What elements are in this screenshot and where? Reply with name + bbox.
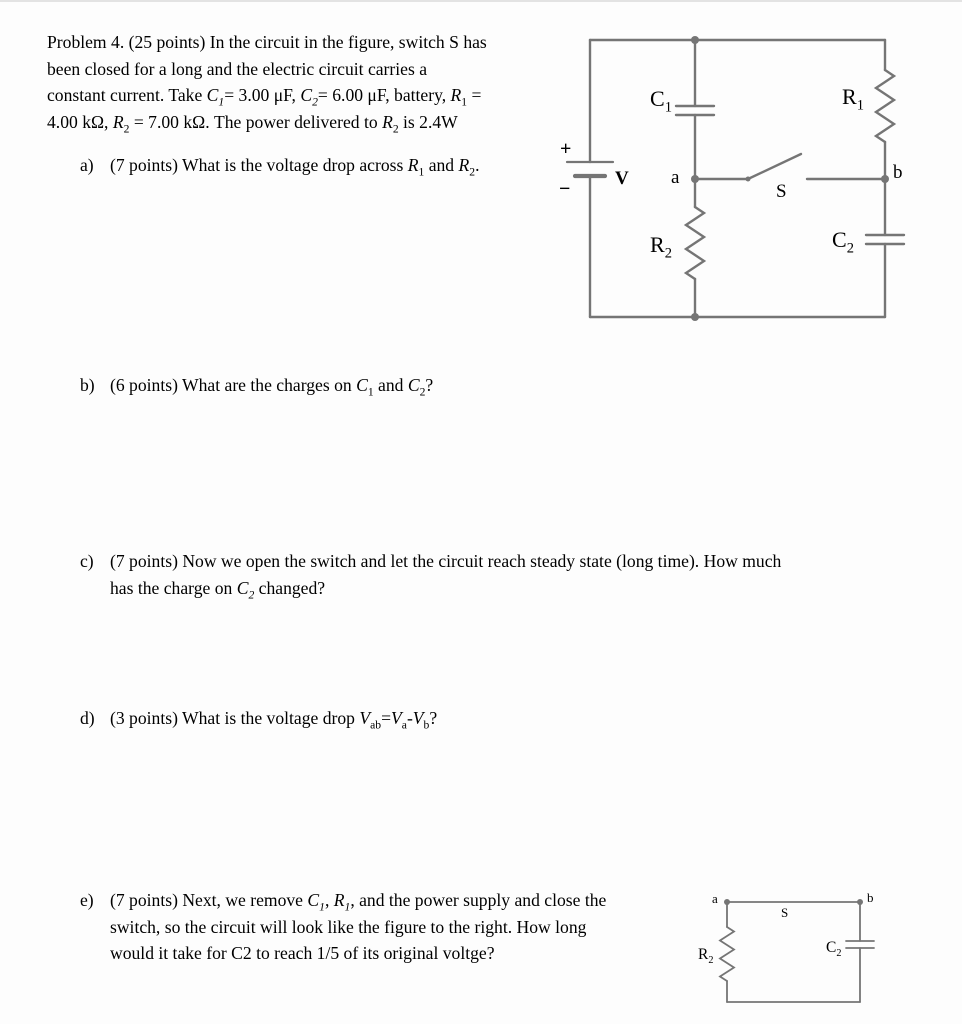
part-a-lines (110, 152, 479, 179)
resistor-r2-small (720, 927, 734, 981)
capacitor-c2-label: $C_2$ (826, 939, 842, 960)
part-e-text-line: would it take for C2 to reach 1/5 of its original voltge? (110, 943, 495, 963)
statement-line: Problem 4. (25 points) In the circuit in the figure, switch S has (47, 32, 487, 52)
switch-lever-open (748, 154, 801, 179)
resistor-r2-label: $R_2$ (698, 946, 714, 967)
part-b-lines (110, 372, 433, 399)
part-d-lines (110, 705, 437, 732)
part-e (80, 887, 606, 967)
switch-s-label: S (776, 181, 787, 202)
statement-line: been closed for a long and the electric circuit carries a (47, 58, 428, 79)
part-c (80, 548, 781, 601)
part-a (80, 152, 479, 179)
resistor-r2 (686, 207, 704, 279)
node-a-dot (691, 175, 699, 183)
part-e-text-line: (7 points) Next, we remove $C_1$, $R_1$, and the power supply and close the (110, 890, 607, 914)
part-c-text-line: (7 points) Now we open the switch and let the circuit reach steady state (long time). How much (110, 551, 782, 571)
resistor-r1-label: $R_1$ (842, 84, 864, 114)
part-b-label: b) (80, 375, 95, 395)
part-c-label: c) (80, 551, 94, 571)
node-a-label: a (712, 891, 718, 906)
circuit-diagram-small (695, 887, 885, 1017)
node-a-label: a (671, 167, 680, 188)
switch-s-label: S (781, 905, 789, 920)
node-b-dot (857, 899, 863, 905)
part-a-text-line: (7 points) What is the voltage drop across $R_1$ and $R_2$. (110, 155, 480, 179)
node-a-dot (724, 899, 730, 905)
problem-statement (47, 29, 487, 135)
resistor-r1 (876, 70, 894, 142)
battery-minus-label: − (559, 178, 571, 200)
statement-line: 4.00 kΩ, $R_2 = 7.00$ kΩ. The power delivered to $R_2$ is 2.4W (47, 111, 458, 136)
part-e-lines (110, 887, 606, 967)
part-d-text-line: (3 points) What is the voltage drop $V_{ab}=V_a-V_b$? (110, 708, 438, 732)
part-a-label: a) (80, 155, 94, 175)
circuit-diagram-main (555, 27, 920, 327)
battery-v-label: V (615, 168, 629, 189)
capacitor-c1-label: $C_1$ (650, 86, 672, 116)
resistor-r2-label: $R_2$ (650, 232, 672, 262)
node-b-label: b (867, 890, 874, 905)
capacitor-c2-label: $C_2$ (832, 227, 854, 257)
part-c-text-line: has the charge on $C_2$ changed? (110, 577, 326, 602)
part-b (80, 372, 433, 399)
part-b-text-line: (6 points) What are the charges on $C_1$ and $C_2$? (110, 375, 434, 399)
node-b-label: b (893, 162, 903, 183)
part-e-text-line: switch, so the circuit will look like the figure to the right. How long (110, 916, 587, 937)
part-d (80, 705, 437, 732)
part-c-lines (110, 548, 781, 601)
junction-dot-bottom (691, 313, 699, 321)
part-e-label: e) (80, 890, 94, 910)
battery-plus-label: + (560, 138, 572, 160)
node-b-dot (881, 175, 889, 183)
circuit-figure-small (695, 887, 885, 1017)
circuit-figure-main (555, 27, 920, 327)
junction-dot-top (691, 36, 699, 44)
statement-line: constant current. Take $C_1= 3.00$ μF, $C_2= 6.00$ μF, battery, $R_1$ = (47, 85, 482, 109)
part-d-label: d) (80, 708, 95, 728)
switch-pivot-dot (746, 177, 751, 182)
